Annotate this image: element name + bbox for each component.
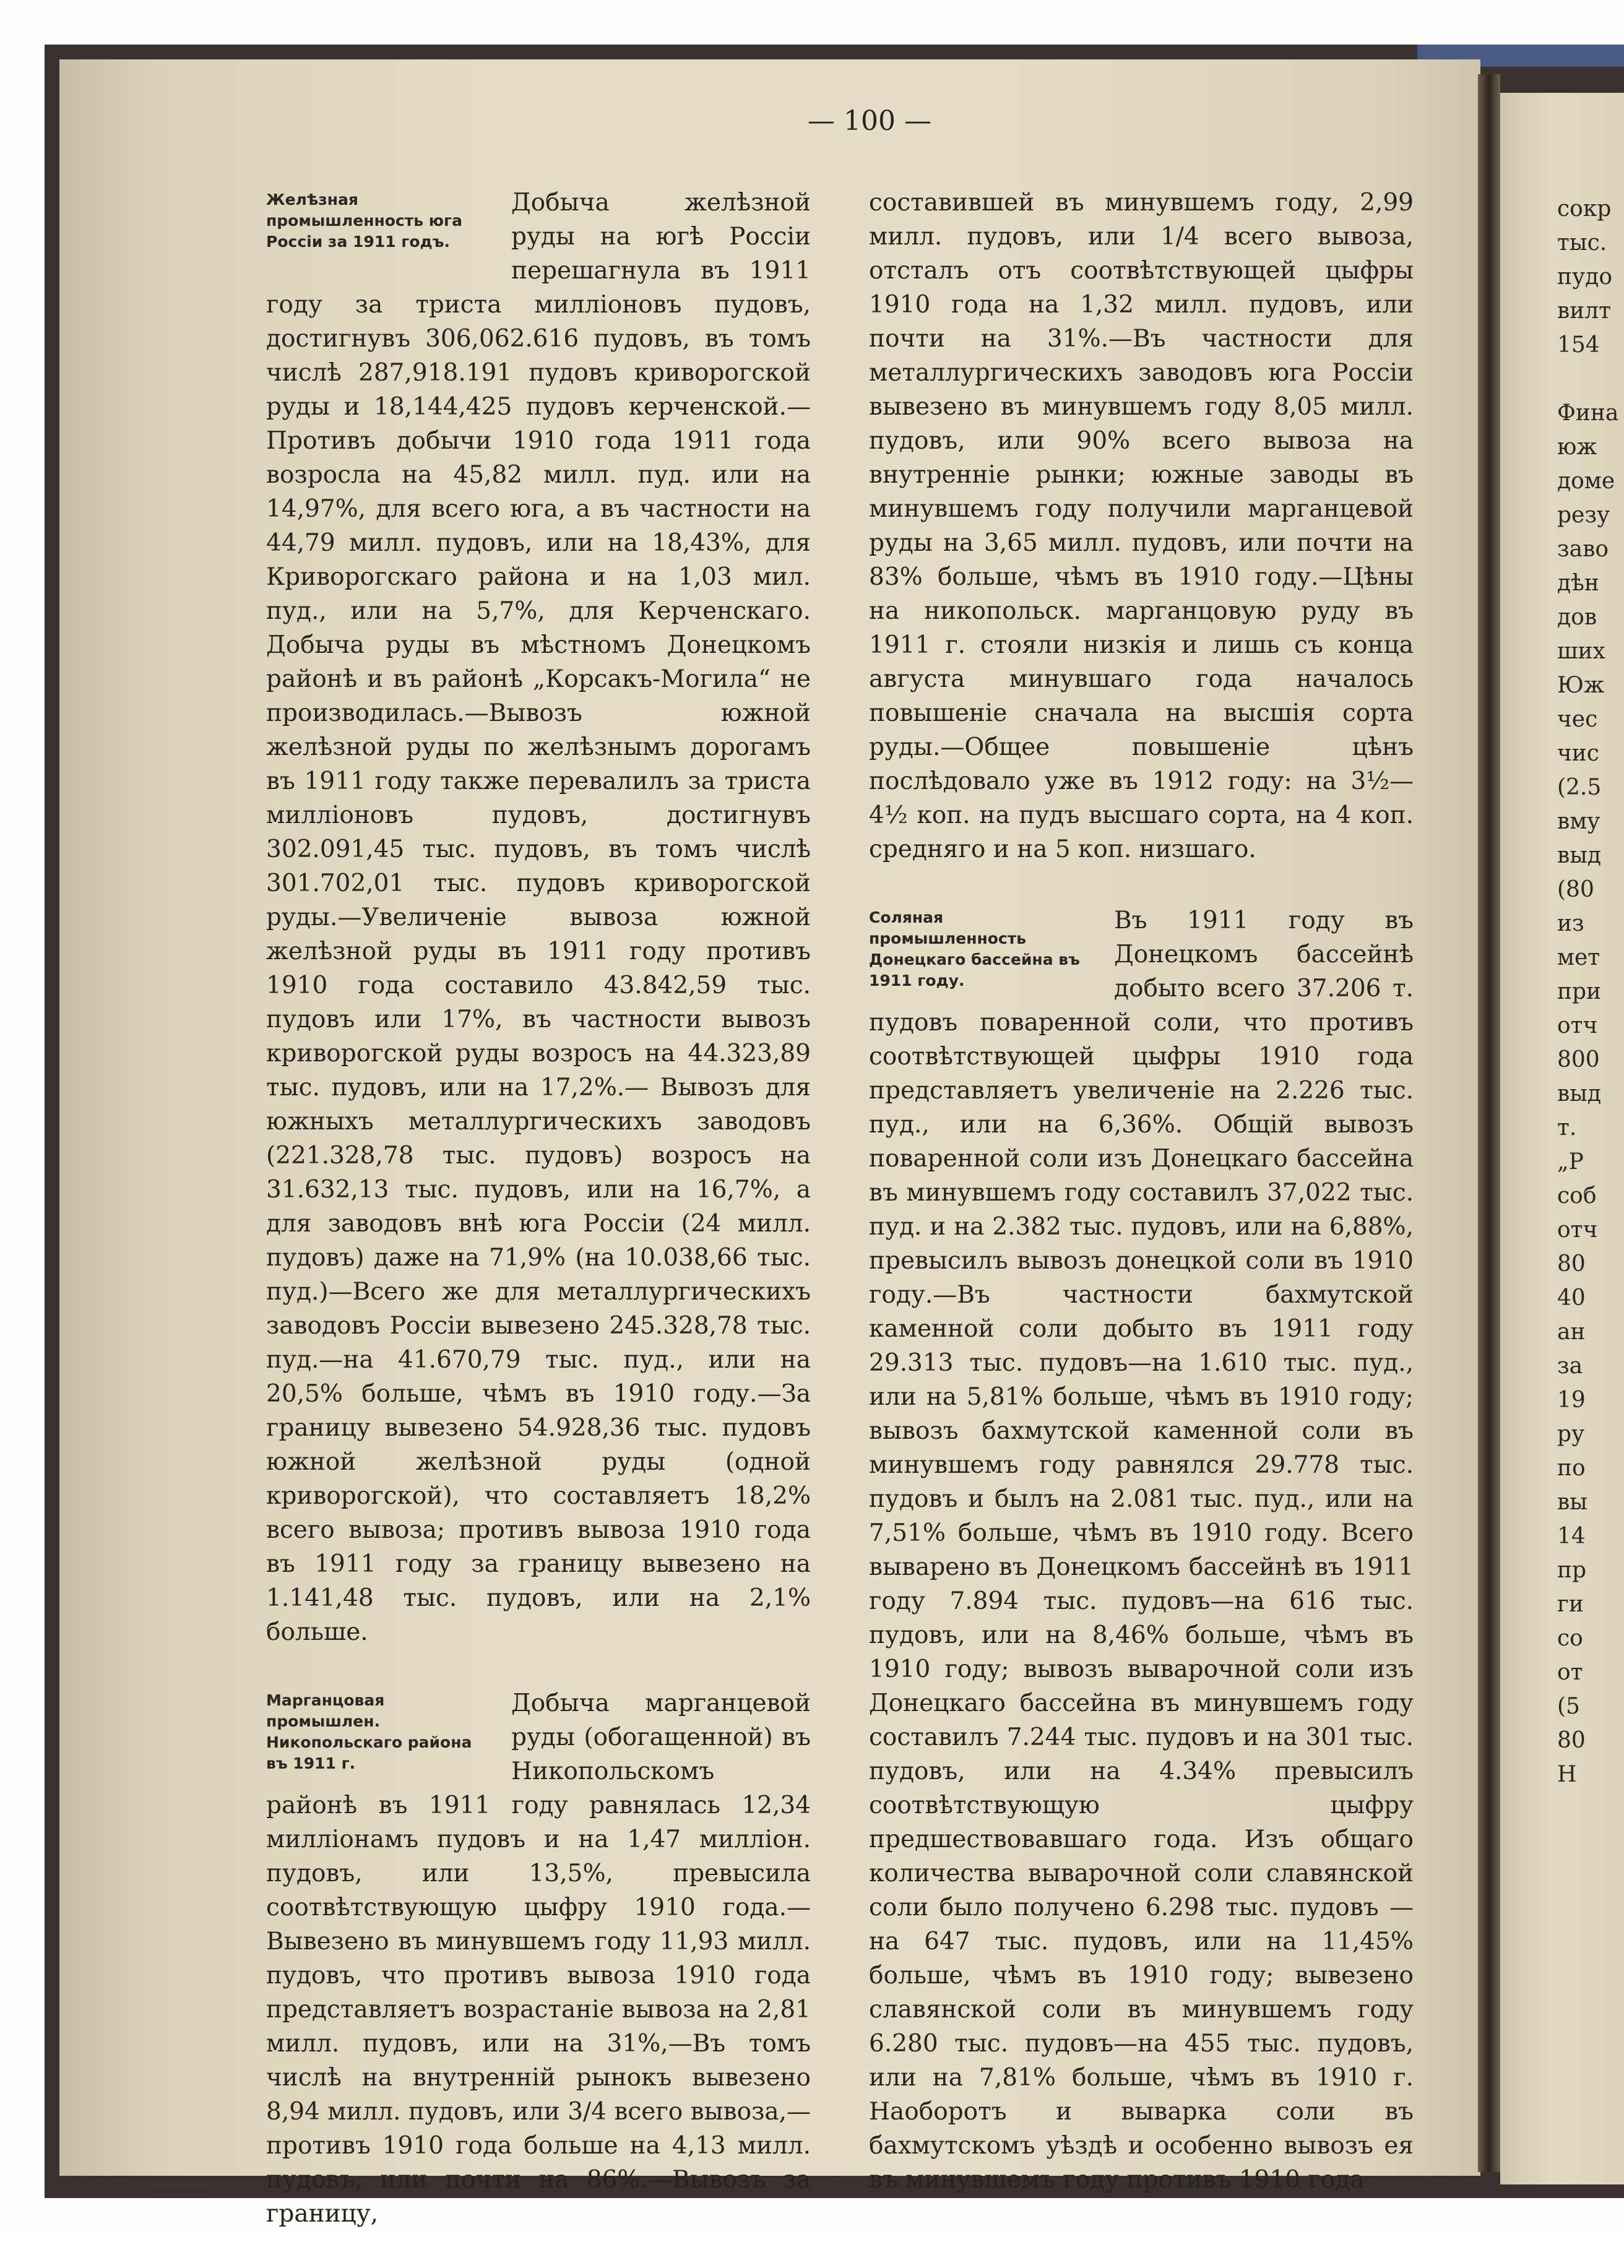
library-stamp <box>149 2181 217 2190</box>
body-text-iron-industry: Добыча желѣзной руды на югѣ Россіи перешагнула въ 1911 году за триста милліоновъ пудовъ, достигнувъ 306,062.616 пудовъ, въ томъ числѣ 287,918.191 пудовъ криворогской руды и 18,144,425 пудовъ керченской.— Противъ добычи 1910 года 1911 года возросла на 45,82 милл. пуд. или на 14,97%, для всего юга, а въ частности на 44,79 милл. пудовъ, или на 18,43%, для Криворогскаго района и на 1,03 мил. пуд., или на 5,7%, для Керченскаго. Добыча руды въ мѣстномъ Донецкомъ районѣ и въ районѣ „Корсакъ-Могила“ не производилась.—Вывозъ южной желѣзной руды по желѣзнымъ дорогамъ въ 1911 году также перевалилъ за триста милліоновъ пудовъ, достигнувъ 302.091,45 тыс. пудовъ, въ томъ числѣ 301.702,01 тыс. пудовъ криворогской руды.—Увеличеніе вывоза южной желѣзной руды въ 1911 году противъ 1910 года составило 43.842,59 тыс. пудовъ или 17%, въ частности вывозъ криворогской руды возросъ на 44.323,89 тыс. пудовъ, или на 17,2%.— Вывозъ для южныхъ металлургическихъ заводовъ (221.328,78 тыс. пудовъ) возросъ на 31.632,13 тыс. пудовъ, или на 16,7%, а для заводовъ внѣ юга Россіи (24 милл. пудовъ) даже на 71,9% (на 10.038,66 тыс. пуд.)—Всего же для металлургическихъ заводовъ Россіи вывезено 245.328,78 тыс. пуд.—на 41.670,79 тыс. пуд., или на 20,5% больше, чѣмъ въ 1910 году.—За границу вывезено 54.928,36 тыс. пудовъ южной желѣзной руды (одной криворогской), что составляетъ 18,2% всего вывоза; противъ вывоза 1910 года въ 1911 году за границу вывезено на 1.141,48 тыс. пудовъ, или на 2,1% больше. <box>266 189 811 1646</box>
section-salt-industry <box>869 903 1414 2197</box>
sidenote-manganese-industry: Марганцовая промышлен. Никопольскаго района въ 1911 г. <box>266 1691 472 1772</box>
continued-paragraph: составившей въ минувшемъ году, 2,99 милл. пудовъ, или 1/4 всего вывоза, отсталъ отъ соотвѣтствующей цыфры 1910 года на 1,32 милл. пудовъ, или почти на 31%.—Въ частности для металлургическихъ заводовъ юга Россіи вывезено въ минувшемъ году 8,05 милл. пудовъ, или 90% всего вывоза на внутренніе рынки; южные заводы въ минувшемъ году получили марганцевой руды на 3,65 милл. пудовъ, или почти на 83% больше, чѣмъ въ 1910 году.—Цѣны на никопольск. марганцовую руду въ 1911 г. стояли низкія и лишь съ конца августа минувшаго года началось повышеніе сначала на высшія сорта руды.—Общее повышеніе цѣнъ послѣдовало уже въ 1912 году: на 3½—4½ коп. на пудъ высшаго сорта, на 4 коп. средняго и на 5 коп. низшаго. <box>869 189 1414 863</box>
body-text-salt-industry: Въ 1911 году въ Донецкомъ бассейнѣ добыто всего 37.206 т. пудовъ поваренной соли, что противъ соотвѣтствующей цыфры 1910 года представляетъ увеличеніе на 2.226 тыс. пуд., или на 6,36%. Общій вывозъ поваренной соли изъ Донецкаго бассейна въ минувшемъ году составилъ 37,022 тыс. пуд. и на 2.382 тыс. пудовъ, или на 6,88%, превысилъ вывозъ донецкой соли въ 1910 году.—Въ частности бахмутской каменной соли добыто въ 1911 году 29.313 тыс. пудовъ—на 1.610 тыс. пуд., или на 5,81% больше, чѣмъ въ 1910 году; вывозъ бахмутской каменной соли въ минувшемъ году равнялся 29.778 тыс. пудовъ и былъ на 2.081 тыс. пуд., или на 7,51% больше, чѣмъ въ 1910 году. Всего выварено въ Донецкомъ бассейнѣ въ 1911 году 7.894 тыс. пудовъ—на 616 тыс. пудовъ, или на 8,46% больше, чѣмъ въ 1910 году; вывозъ выварочной соли изъ Донецкаго бассейна въ минувшемъ году составилъ 7.244 тыс. пудовъ и на 301 тыс. пудовъ, или на 4.34% превысилъ соотвѣтствующую цыфру предшествовавшаго года. Изъ общаго количества выварочной соли славянской соли было получено 6.298 тыс. пудовъ —на 647 тыс. пудовъ, или на 11,45% больше, чѣмъ въ 1910 году; вывезено славянской соли въ минувшемъ году 6.280 тыс. пудовъ—на 455 тыс. пудовъ, или на 7,81% больше, чѣмъ въ 1910 г. Наоборотъ и выварка соли въ бахмутскомъ уѣздѣ и особенно вывозъ ея въ минувшемъ году противъ 1910 года <box>869 907 1414 2194</box>
body-text-manganese-industry: Добыча марганцевой руды (обогащенной) въ Никопольскомъ районѣ въ 1911 году равнялась 12,34 милліонамъ пудовъ и на 1,47 милліон. пудовъ, или 13,5%, превысила соотвѣтствующую цыфру 1910 года.—Вывезено въ минувшемъ году 11,93 милл. пудовъ, что противъ вывоза 1910 года представляетъ возрастаніе вывоза на 2,81 милл. пудовъ, или на 31%,—Въ томъ числѣ на внутренній рынокъ вывезено 8,94 милл. пудовъ, или 3/4 всего вывоза,—противъ 1910 года больше на 4,13 милл. пудовъ, или почти на 86%.—Вывозъ за границу, <box>266 1689 811 2228</box>
page-number: — 100 — <box>808 105 931 137</box>
facing-page-text-fragment: сокр тыс. пудо вилт 154 Фина юж доме резу заво дѣн дов ших Юж чес чис (2.5 вму выд (80 из мет при отч 800 выд т. „Р соб отч 80 40 ан за 19 ру по вы 14 пр ги со от (5 80 Н <box>1557 196 1619 1787</box>
book-gutter <box>1478 74 1500 2172</box>
left-column <box>266 186 811 2268</box>
sidenote-salt-industry: Соляная промышленность Донецкаго бассейна въ 1911 году. <box>869 908 1080 990</box>
right-column <box>869 186 1414 2234</box>
sidenote-iron-industry: Желѣзная промышленность юга Россіи за 1911 годъ. <box>266 191 462 251</box>
section-iron-industry <box>266 186 811 1649</box>
section-manganese-industry <box>266 1686 811 2231</box>
